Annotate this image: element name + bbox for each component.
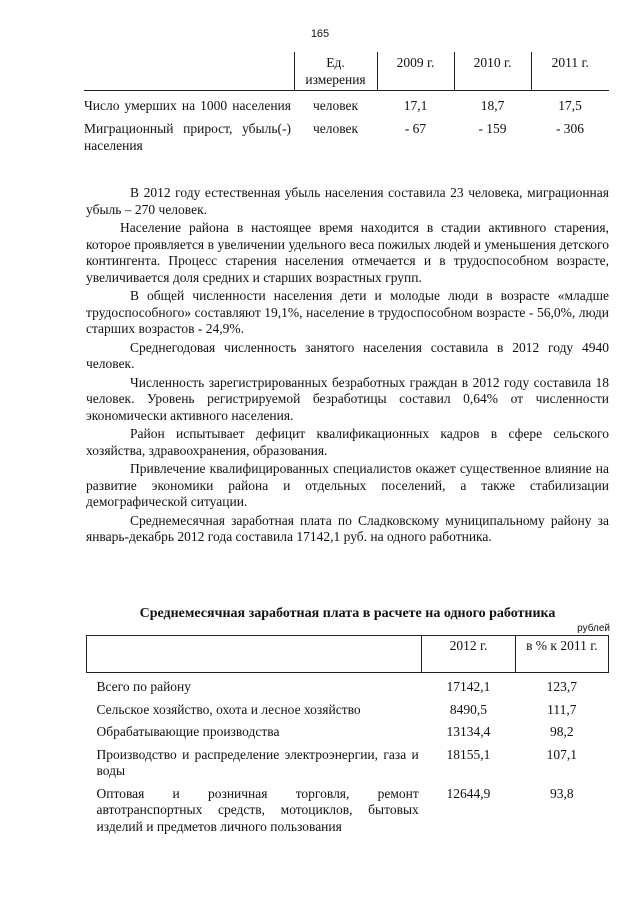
header-unit: Ед. измерения: [294, 52, 377, 91]
row-value-pct: 93,8: [550, 785, 574, 801]
salary-table-title: Среднемесячная заработная плата в расчете на одного работника: [139, 606, 556, 621]
salary-table-units: рублей: [577, 623, 610, 634]
row-label: Производство и распределение электроэнергии, газа и воды: [96, 746, 419, 778]
paragraph: Среднемесячная заработная плата по Сладковскому муниципальному району за январь-декабрь 2012 года составила 17142,1 руб. на одного работника.: [86, 512, 609, 544]
row-label: Всего по району: [96, 679, 192, 694]
row-unit: человек: [312, 98, 359, 113]
table-row: [87, 718, 609, 741]
row-value-2012: 8490,5: [449, 701, 488, 717]
row-value-2010: 18,7: [480, 98, 505, 113]
row-unit: человек: [312, 121, 359, 136]
row-value-2012: 12644,9: [446, 785, 491, 801]
row-label: Обрабатывающие производства: [96, 724, 280, 739]
row-label: Миграционный прирост, убыль(-) населения: [84, 121, 291, 153]
header-blank: [87, 636, 422, 673]
header-2010: 2010 г.: [454, 52, 531, 91]
row-value-pct: 123,7: [546, 679, 578, 694]
table-header-row: [84, 52, 609, 91]
header-2009: 2009 г.: [377, 52, 454, 91]
paragraph: Население района в настоящее время находится в стадии активного старения, которое проявляется в увеличении удельного веса пожилых людей и уменьшения детского контингента. Процесс старения населения отмечается и в трудоспособном возрасте, увеличивается доля средних и старших возрастных групп.: [86, 220, 609, 285]
paragraph: Среднегодовая численность занятого населения составила в 2012 году 4940 человек.: [86, 339, 609, 371]
row-value-2010: - 159: [478, 121, 507, 136]
header-2011: 2011 г.: [531, 52, 609, 91]
paragraph: В 2012 году естественная убыль населения составила 23 человека, миграционная убыль – 270 человек.: [86, 185, 609, 217]
table-row: [84, 114, 609, 154]
row-label: Сельское хозяйство, охота и лесное хозяйство: [96, 701, 361, 717]
paragraph: Привлечение квалифицированных специалистов окажет существенное влияние на развитие экономики района и отдельных поселений, а также стабилизации демографической ситуации.: [86, 461, 609, 509]
body-text: [86, 185, 609, 548]
row-value-2012: 18155,1: [446, 746, 491, 762]
table-row: [84, 91, 609, 115]
row-value-2009: - 67: [404, 121, 427, 136]
row-value-pct: 107,1: [546, 746, 578, 762]
row-value-2011: 17,5: [558, 98, 582, 113]
header-2012: 2012 г.: [422, 636, 515, 673]
row-value-2011: - 306: [555, 121, 585, 136]
header-pct-2011: в % к 2011 г.: [515, 636, 608, 673]
row-value-pct: 111,7: [547, 701, 577, 717]
row-label: Оптовая и розничная торговля, ремонт автотранспортных средств, мотоциклов, бытовых изделий и предметов личного пользования: [96, 785, 419, 834]
mortality-migration-table: [84, 52, 609, 154]
salary-table: [86, 635, 609, 835]
table-row: [87, 696, 609, 719]
row-value-2012: 17142,1: [446, 679, 491, 694]
table-header-row: [87, 636, 609, 673]
table-row: [87, 673, 609, 696]
page-number: 165: [310, 28, 330, 40]
row-value-pct: 98,2: [550, 724, 574, 739]
row-value-2009: 17,1: [403, 98, 428, 113]
table-row: [87, 741, 609, 780]
header-blank: [84, 52, 294, 91]
paragraph: В общей численности населения дети и молодые люди в возрасте «младше трудоспособного» составляют 19,1%, население в трудоспособном возрасте - 56,0%, люди старших возрастов - 24,9%.: [86, 288, 609, 336]
row-value-2012: 13134,4: [446, 724, 491, 739]
row-label: Число умерших на 1000 населения: [84, 98, 291, 113]
paragraph: Район испытывает дефицит квалификационных кадров в сфере сельского хозяйства, здравоохранения, образования.: [86, 426, 609, 458]
table-row: [87, 780, 609, 836]
paragraph: Численность зарегистрированных безработных граждан в 2012 году составила 18 человек. Уровень регистрируемой безработицы составил 0,64% от численности экономически активного населения.: [86, 374, 609, 423]
